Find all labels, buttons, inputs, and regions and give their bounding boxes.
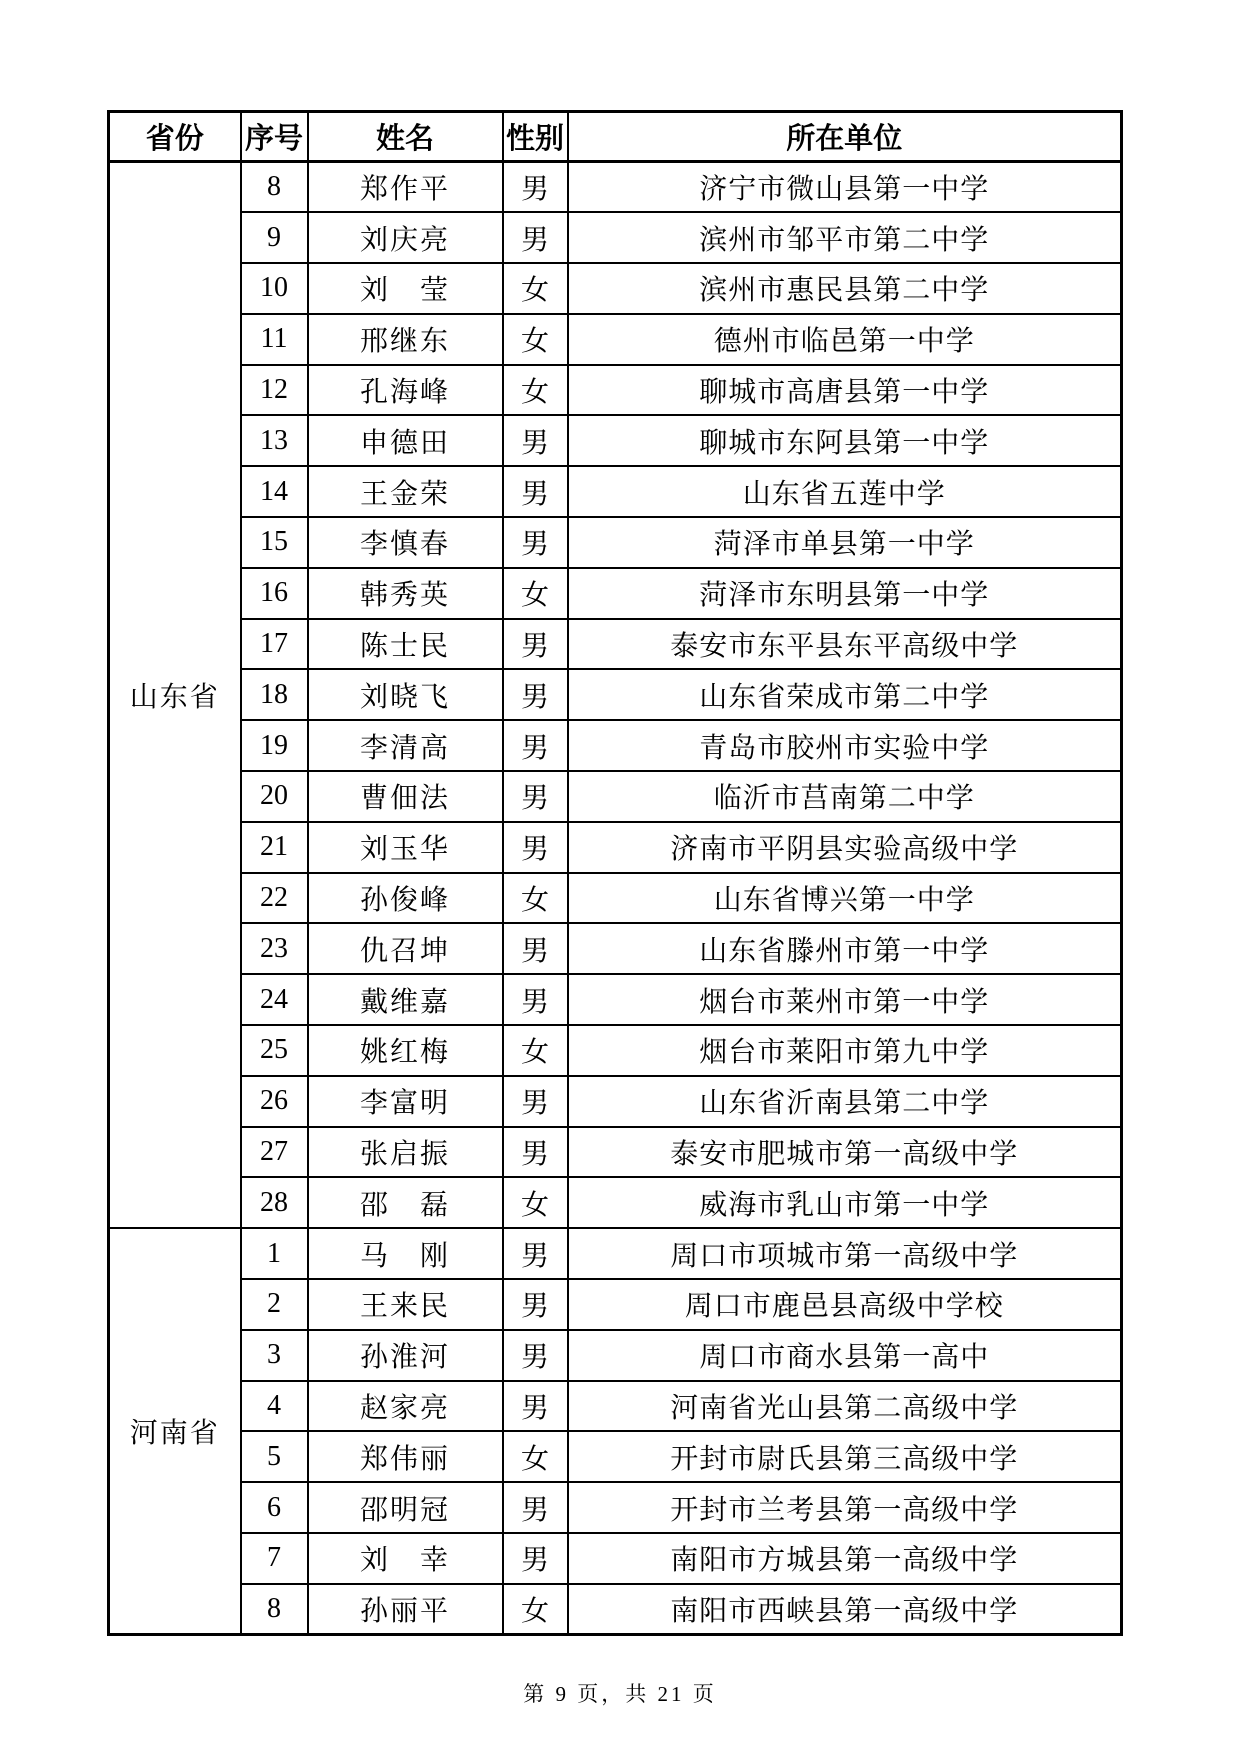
table-row (109, 1025, 1122, 1076)
gender-cell: 男 (503, 1533, 568, 1584)
unit-cell: 烟台市莱州市第一中学 (568, 974, 1122, 1025)
province-cell: 山东省 (109, 162, 241, 1229)
gender-cell: 男 (503, 1279, 568, 1330)
unit-cell: 开封市尉氏县第三高级中学 (568, 1431, 1122, 1482)
seq-cell: 20 (241, 771, 308, 822)
province-cell: 河南省 (109, 1228, 241, 1634)
unit-cell: 泰安市东平县东平高级中学 (568, 619, 1122, 670)
unit-cell: 菏泽市东明县第一中学 (568, 568, 1122, 619)
table-row (109, 1584, 1122, 1635)
roster-table-header (109, 112, 1122, 162)
gender-cell: 男 (503, 1482, 568, 1533)
unit-cell: 滨州市邹平市第二中学 (568, 212, 1122, 263)
roster-table (107, 110, 1123, 1636)
seq-cell: 21 (241, 822, 308, 873)
seq-cell: 5 (241, 1431, 308, 1482)
table-row (109, 1228, 1122, 1279)
table-row (109, 974, 1122, 1025)
gender-cell: 男 (503, 1330, 568, 1381)
unit-cell: 山东省荣成市第二中学 (568, 669, 1122, 720)
gender-cell: 女 (503, 1584, 568, 1635)
name-cell: 李慎春 (308, 517, 503, 568)
seq-cell: 2 (241, 1279, 308, 1330)
table-row (109, 822, 1122, 873)
table-row (109, 1177, 1122, 1228)
name-cell: 赵家亮 (308, 1381, 503, 1432)
seq-cell: 25 (241, 1025, 308, 1076)
header-province: 省份 (109, 112, 241, 162)
name-cell: 李富明 (308, 1076, 503, 1127)
table-row (109, 669, 1122, 720)
gender-cell: 男 (503, 415, 568, 466)
seq-cell: 14 (241, 466, 308, 517)
name-cell: 刘晓飞 (308, 669, 503, 720)
gender-cell: 女 (503, 1177, 568, 1228)
header-gender: 性别 (503, 112, 568, 162)
unit-cell: 泰安市肥城市第一高级中学 (568, 1127, 1122, 1178)
gender-cell: 男 (503, 212, 568, 263)
gender-cell: 女 (503, 314, 568, 365)
gender-cell: 男 (503, 619, 568, 670)
unit-cell: 周口市鹿邑县高级中学校 (568, 1279, 1122, 1330)
name-cell: 李清高 (308, 720, 503, 771)
seq-cell: 10 (241, 263, 308, 314)
unit-cell: 济南市平阴县实验高级中学 (568, 822, 1122, 873)
roster-table-body (109, 162, 1122, 1635)
seq-cell: 17 (241, 619, 308, 670)
name-cell: 王金荣 (308, 466, 503, 517)
unit-cell: 山东省滕州市第一中学 (568, 923, 1122, 974)
gender-cell: 男 (503, 923, 568, 974)
seq-cell: 6 (241, 1482, 308, 1533)
table-row (109, 1533, 1122, 1584)
table-row (109, 314, 1122, 365)
gender-cell: 男 (503, 517, 568, 568)
gender-cell: 女 (503, 568, 568, 619)
name-cell: 刘 幸 (308, 1533, 503, 1584)
seq-cell: 23 (241, 923, 308, 974)
gender-cell: 男 (503, 1127, 568, 1178)
seq-cell: 8 (241, 162, 308, 213)
seq-cell: 11 (241, 314, 308, 365)
table-row (109, 1431, 1122, 1482)
gender-cell: 男 (503, 974, 568, 1025)
table-row (109, 517, 1122, 568)
seq-cell: 7 (241, 1533, 308, 1584)
unit-cell: 山东省博兴第一中学 (568, 873, 1122, 924)
unit-cell: 周口市项城市第一高级中学 (568, 1228, 1122, 1279)
table-row (109, 1127, 1122, 1178)
gender-cell: 男 (503, 771, 568, 822)
name-cell: 韩秀英 (308, 568, 503, 619)
unit-cell: 开封市兰考县第一高级中学 (568, 1482, 1122, 1533)
gender-cell: 女 (503, 263, 568, 314)
seq-cell: 27 (241, 1127, 308, 1178)
gender-cell: 男 (503, 1076, 568, 1127)
unit-cell: 青岛市胶州市实验中学 (568, 720, 1122, 771)
name-cell: 张启振 (308, 1127, 503, 1178)
name-cell: 邵明冠 (308, 1482, 503, 1533)
table-row (109, 1076, 1122, 1127)
unit-cell: 烟台市莱阳市第九中学 (568, 1025, 1122, 1076)
unit-cell: 聊城市东阿县第一中学 (568, 415, 1122, 466)
name-cell: 邢继东 (308, 314, 503, 365)
seq-cell: 24 (241, 974, 308, 1025)
unit-cell: 滨州市惠民县第二中学 (568, 263, 1122, 314)
table-row (109, 365, 1122, 416)
table-row (109, 466, 1122, 517)
table-row (109, 771, 1122, 822)
unit-cell: 德州市临邑第一中学 (568, 314, 1122, 365)
unit-cell: 南阳市西峡县第一高级中学 (568, 1584, 1122, 1635)
name-cell: 孙俊峰 (308, 873, 503, 924)
header-row (109, 112, 1122, 162)
table-row (109, 1330, 1122, 1381)
table-row (109, 1381, 1122, 1432)
seq-cell: 1 (241, 1228, 308, 1279)
table-row (109, 162, 1122, 213)
gender-cell: 女 (503, 1025, 568, 1076)
seq-cell: 16 (241, 568, 308, 619)
name-cell: 王来民 (308, 1279, 503, 1330)
seq-cell: 3 (241, 1330, 308, 1381)
seq-cell: 26 (241, 1076, 308, 1127)
name-cell: 郑伟丽 (308, 1431, 503, 1482)
page-number-indicator: 第 9 页，共 21 页 (523, 1682, 717, 1706)
name-cell: 马 刚 (308, 1228, 503, 1279)
header-name: 姓名 (308, 112, 503, 162)
name-cell: 陈士民 (308, 619, 503, 670)
seq-cell: 22 (241, 873, 308, 924)
unit-cell: 菏泽市单县第一中学 (568, 517, 1122, 568)
unit-cell: 聊城市高唐县第一中学 (568, 365, 1122, 416)
gender-cell: 男 (503, 466, 568, 517)
table-row (109, 619, 1122, 670)
unit-cell: 周口市商水县第一高中 (568, 1330, 1122, 1381)
unit-cell: 南阳市方城县第一高级中学 (568, 1533, 1122, 1584)
name-cell: 孔海峰 (308, 365, 503, 416)
gender-cell: 女 (503, 873, 568, 924)
header-unit: 所在单位 (568, 112, 1122, 162)
gender-cell: 男 (503, 1381, 568, 1432)
unit-cell: 济宁市微山县第一中学 (568, 162, 1122, 213)
seq-cell: 15 (241, 517, 308, 568)
name-cell: 刘玉华 (308, 822, 503, 873)
seq-cell: 12 (241, 365, 308, 416)
name-cell: 郑作平 (308, 162, 503, 213)
seq-cell: 13 (241, 415, 308, 466)
gender-cell: 女 (503, 1431, 568, 1482)
gender-cell: 男 (503, 1228, 568, 1279)
table-row (109, 720, 1122, 771)
seq-cell: 8 (241, 1584, 308, 1635)
seq-cell: 4 (241, 1381, 308, 1432)
name-cell: 孙淮河 (308, 1330, 503, 1381)
unit-cell: 临沂市莒南第二中学 (568, 771, 1122, 822)
unit-cell: 山东省沂南县第二中学 (568, 1076, 1122, 1127)
name-cell: 戴维嘉 (308, 974, 503, 1025)
name-cell: 曹佃法 (308, 771, 503, 822)
table-row (109, 1482, 1122, 1533)
table-row (109, 212, 1122, 263)
gender-cell: 男 (503, 162, 568, 213)
seq-cell: 9 (241, 212, 308, 263)
gender-cell: 男 (503, 669, 568, 720)
name-cell: 刘 莹 (308, 263, 503, 314)
table-row (109, 415, 1122, 466)
name-cell: 刘庆亮 (308, 212, 503, 263)
table-row (109, 263, 1122, 314)
seq-cell: 18 (241, 669, 308, 720)
name-cell: 仇召坤 (308, 923, 503, 974)
gender-cell: 男 (503, 720, 568, 771)
unit-cell: 威海市乳山市第一中学 (568, 1177, 1122, 1228)
table-row (109, 873, 1122, 924)
unit-cell: 山东省五莲中学 (568, 466, 1122, 517)
name-cell: 申德田 (308, 415, 503, 466)
unit-cell: 河南省光山县第二高级中学 (568, 1381, 1122, 1432)
name-cell: 姚红梅 (308, 1025, 503, 1076)
seq-cell: 28 (241, 1177, 308, 1228)
gender-cell: 男 (503, 822, 568, 873)
header-seq: 序号 (241, 112, 308, 162)
seq-cell: 19 (241, 720, 308, 771)
name-cell: 孙丽平 (308, 1584, 503, 1635)
table-row (109, 1279, 1122, 1330)
table-row (109, 568, 1122, 619)
name-cell: 邵 磊 (308, 1177, 503, 1228)
gender-cell: 女 (503, 365, 568, 416)
table-row (109, 923, 1122, 974)
